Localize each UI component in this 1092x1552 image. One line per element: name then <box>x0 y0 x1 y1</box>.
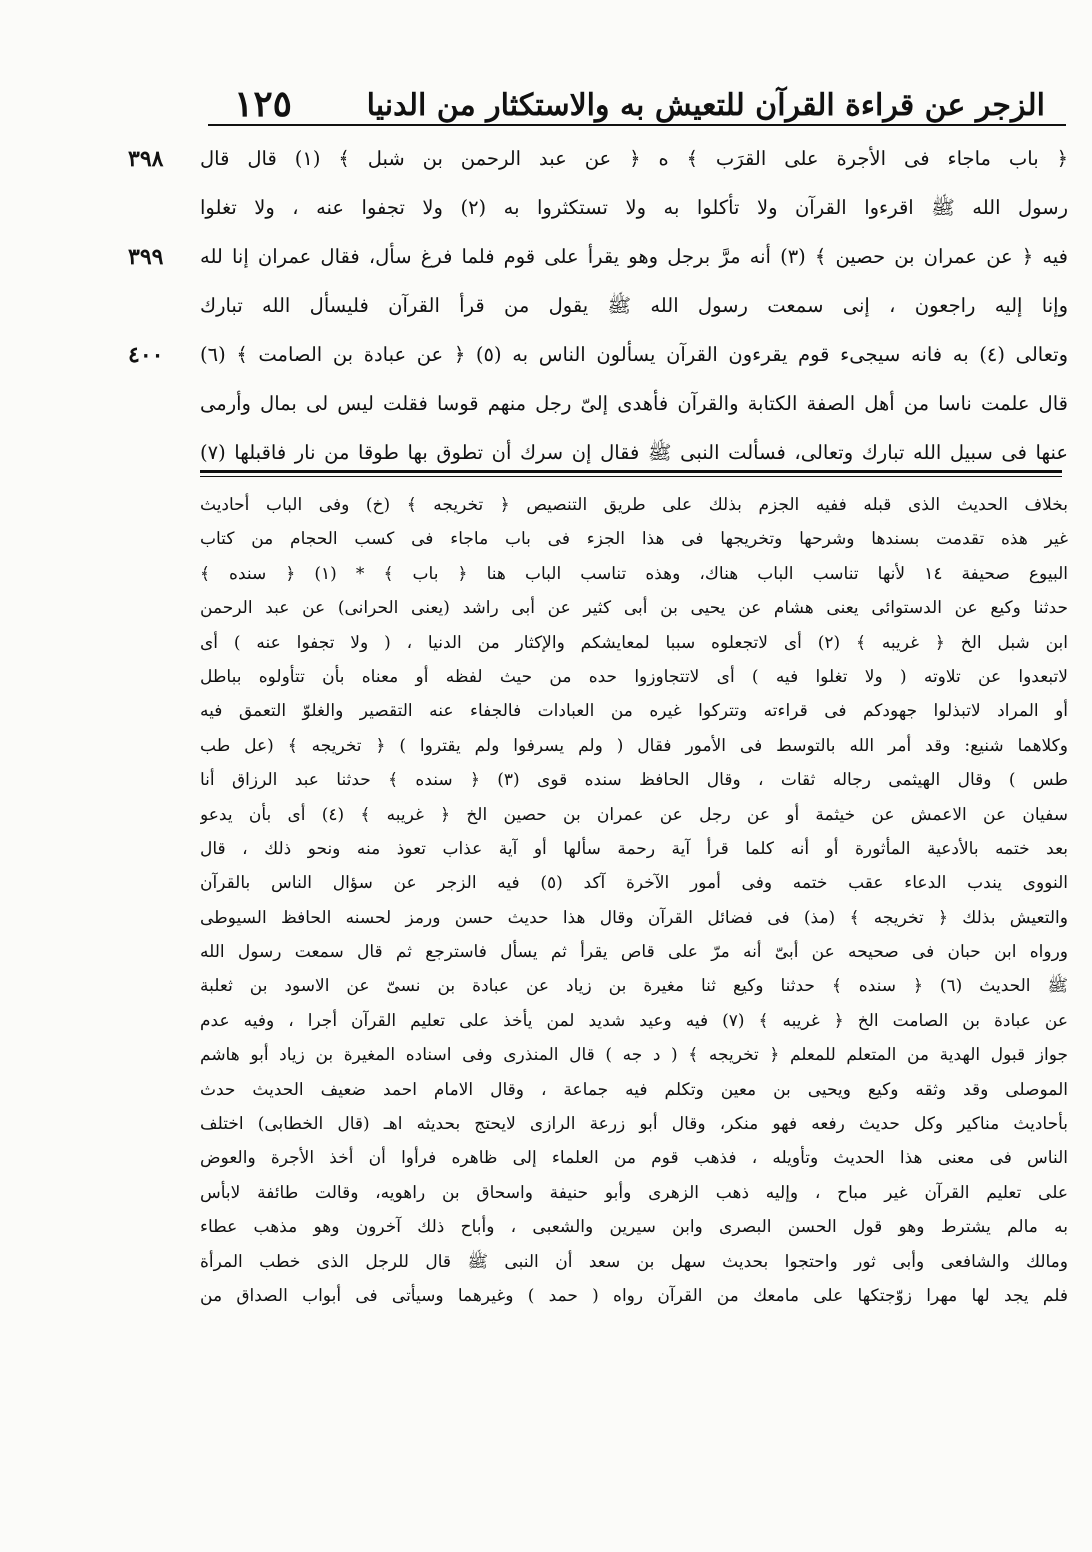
note-line: بأحاديث مناكير وكل حديث رفعه فهو منكر، وقال أبو زرعة الرازى لايحتج بحديثه اهـ (قال الخطابى) اختلف <box>200 1114 1068 1135</box>
note-line: ﷺ الحديث (٦) ﴿ سنده ﴾ حدثنا وكيع ثنا مغيرة بن زياد عن عبادة بن نسىّ عن الاسود بن ثعلبة <box>200 976 1068 997</box>
main-text-line: رسول الله ﷺ اقرءوا القرآن ولا تأكلوا به ولا تستكثروا به (٢) ولا تجفوا عنه ، ولا تغلوا <box>200 196 1068 219</box>
note-line: به مالم يشترط وهو قول الحسن البصرى وابن سيرين والشعبى ، وأباح ذلك آخرون وهو مذهب عطاء <box>200 1217 1068 1238</box>
note-line: غير هذه تقدمت بسندها وشرحها وتخريجها فى هذا الجزء فى باب ماجاء فى كسب الحجام من كتاب <box>200 529 1068 550</box>
hadith-number: ٤٠٠ <box>128 342 164 368</box>
note-line: الناس فى معنى هذا الحديث وتأويله ، فذهب قوم من العلماء إلى ظاهره فرأوا أن أخذ الأجرة والعوض <box>200 1148 1068 1169</box>
note-line: فلم يجد لها مهرا زوّجتكها على مامعك من القرآن رواه ( حمد ) وغيرهما وسيأتى فى أبواب الصداق من <box>200 1285 1068 1306</box>
note-line: بخلاف الحديث الذى قبله ففيه الجزم بذلك على طريق التنصيص ﴿ تخريجه ﴾ (خ) وفى الباب أحاديث <box>200 495 1068 515</box>
commentary-notes <box>200 488 1068 1313</box>
note-line: ومالك والشافعى وأبى ثور واحتجوا بحديث سهل بن سعد أن النبى ﷺ قال للرجل الذى خطب المرأة <box>200 1251 1068 1272</box>
footnote-divider-thin <box>200 476 1062 477</box>
note-line: والتعيش بذلك ﴿ تخريجه ﴾ (مذ) فى فضائل القرآن وقال هذا حديث حسن ورمز لحسنه الحافظ السيوطى <box>200 907 1068 928</box>
note-line: بعد ختمه بالأدعية المأثورة أو أنه كلما قرأ آية رحمة سألها أو آية عذاب تعوذ منه ونحو ذلك ، قال <box>200 838 1068 859</box>
running-title: الزجر عن قراءة القرآن للتعيش به والاستكثار من الدنيا <box>366 88 1045 123</box>
main-text-line: فيه ﴿ عن عمران بن حصين ﴾ (٣) أنه مرَّ برجل وهو يقرأ على قوم فلما فرغ سأل، فقال عمران إنا لله <box>200 245 1068 268</box>
main-text-line: وتعالى (٤) به فانه سيجىء قوم يقرءون القرآن يسألون الناس به (٥) ﴿ عن عبادة بن الصامت ﴾ (٦) <box>200 343 1068 366</box>
hadith-number: ٣٩٨ <box>128 146 164 172</box>
running-header <box>230 66 1045 125</box>
note-line: لاتبعدوا عن تلاوته ( ولا تغلوا فيه ) أى لاتتجاوزوا حده من حيث لفظه أو معناه بأن تتأولوه بباطل <box>200 666 1068 687</box>
note-line: البيوع صحيفة ١٤ لأنها تناسب الباب هناك، وهذه تناسب الباب هنا ﴿ باب ﴾ * (١) ﴿ سنده ﴾ <box>200 563 1068 584</box>
note-line: الموصلى وقد وثقه وكيع ويحيى بن معين وتكلم فيه جماعة ، وقال الامام احمد ضعيف الحديث حدث <box>200 1079 1068 1100</box>
main-text-line: وإنا إليه راجعون ، إنى سمعت رسول الله ﷺ يقول من قرأ القرآن فليسأل الله تبارك <box>200 294 1068 317</box>
header-rule <box>208 124 1066 126</box>
main-text <box>200 134 1068 477</box>
note-line: على تعليم القرآن غير مباح ، وإليه ذهب الزهرى وأبو حنيفة واسحاق بن راهويه، وقالت طائفة لابأس <box>200 1182 1068 1203</box>
note-line: أو المراد لاتبذلوا جهودكم فى قراءته وتتركوا غيره من العبادات فالجفاء عنه التقصير والغلوّ التعمق فيه <box>200 701 1068 722</box>
main-text-line: عنها فى سبيل الله تبارك وتعالى، فسألت النبى ﷺ فقال إن سرك أن تطوق بها طوقا من نار فاقبلها (٧) <box>200 441 1068 464</box>
note-line: النووى يندب الدعاء عقب ختمه وفى أمور الآخرة آكد (٥) فيه الزجر عن سؤال الناس بالقرآن <box>200 873 1068 894</box>
note-line: طس ) وقال الهيثمى رجاله ثقات ، وقال الحافظ سنده قوى (٣) ﴿ سنده ﴾ حدثنا عبد الرزاق أنا <box>200 770 1068 791</box>
page-number: ١٢٥ <box>234 83 293 125</box>
main-text-line: قال علمت ناسا من أهل الصفة الكتابة والقرآن فأهدى إلىّ رجل منهم قوسا فقلت ليس لى بمال وأرمى <box>200 392 1068 415</box>
note-line: وكلاهما شنيع: وقد أمر الله بالتوسط فى الأمور فقال ( ولم يسرفوا ولم يقتروا ) ﴿ تخريجه ﴾ (عل طب <box>200 735 1068 756</box>
note-line: جواز قبول الهدية من المتعلم للمعلم ﴿ تخريجه ﴾ ( د جه ) قال المنذرى وفى اسناده المغيرة بن زياد أبو هاشم <box>200 1045 1068 1066</box>
footnote-divider <box>200 470 1062 473</box>
note-line: حدثنا وكيع عن الدستوائى يعنى هشام عن يحيى بن أبى كثير عن أبى راشد (يعنى الحرانى) عن عبد الرحمن <box>200 598 1068 619</box>
note-line: سفيان عن الاعمش عن خيثمة أو عن رجل عن عمران بن حصين الخ ﴿ غريبه ﴾ (٤) أى بأن يدعو <box>200 804 1068 825</box>
main-text-line: ﴿ باب ماجاء فى الأجرة على القرَب ﴾ ه ﴿ عن عبد الرحمن بن شبل ﴾ (١) قال قال <box>200 147 1068 170</box>
note-line: عن عبادة بن الصامت الخ ﴿ غريبه ﴾ (٧) فيه وعيد شديد لمن يأخذ على تعليم القرآن أجرا ، وفيه عدم <box>200 1010 1068 1031</box>
note-line: ورواه ابن حبان فى صحيحه عن أبىّ أنه مرّ على قاص يقرأ ثم يسأل فاسترجع ثم قال سمعت رسول الله <box>200 942 1068 963</box>
hadith-number: ٣٩٩ <box>128 244 164 270</box>
note-line: ابن شبل الخ ﴿ غريبه ﴾ (٢) أى لاتجعلوه سببا لمعايشكم والإكثار من الدنيا ، ( ولا تجفوا عنه ) أى <box>200 632 1068 653</box>
